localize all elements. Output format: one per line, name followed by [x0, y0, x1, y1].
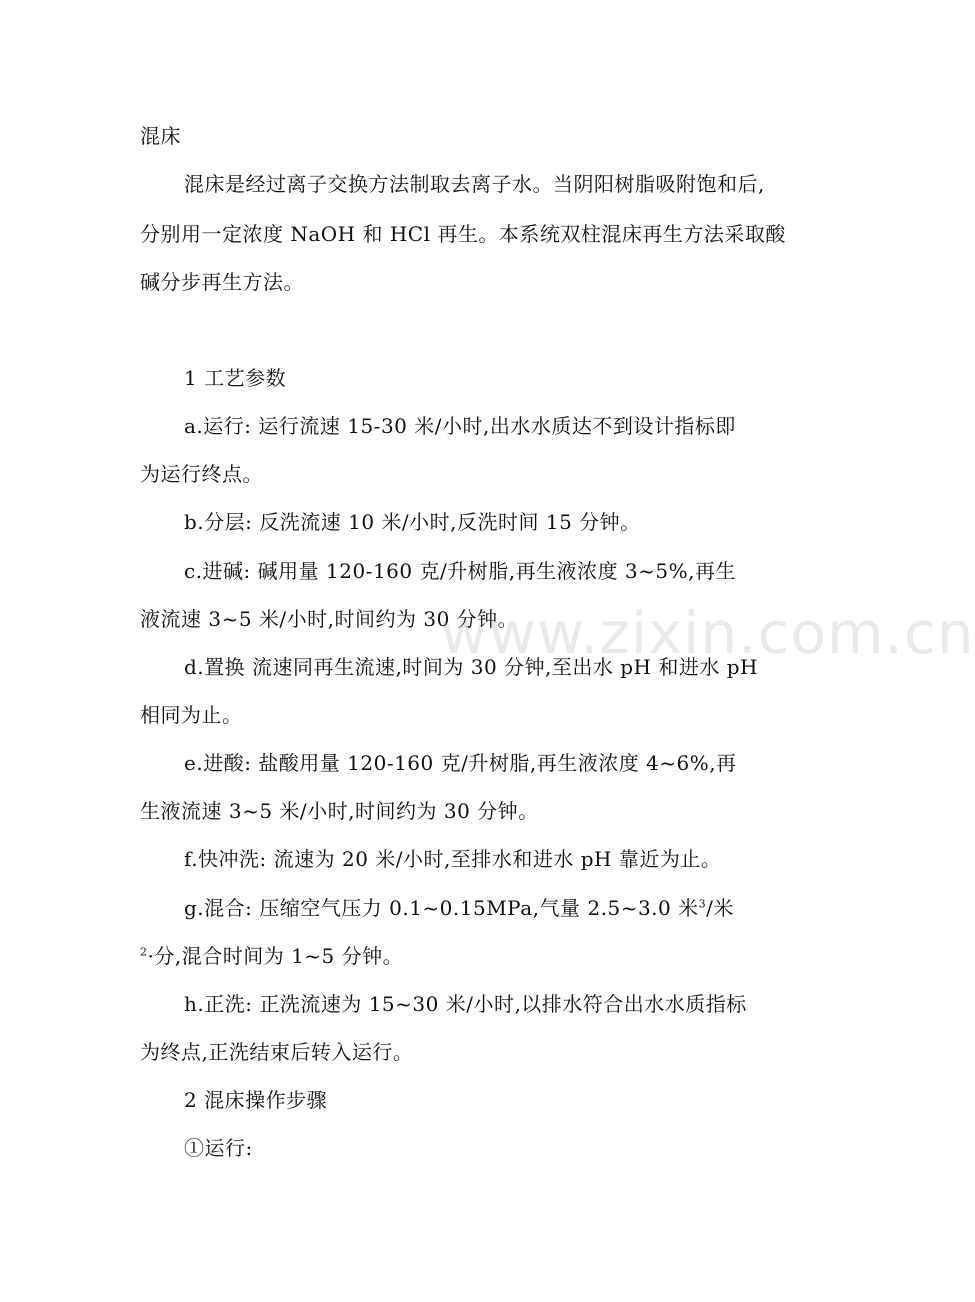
param-e-line-2: 生液流速 3~5 米/小时,时间约为 30 分钟。: [140, 799, 539, 823]
param-g-line-1-unit: /米: [706, 896, 734, 920]
intro-line-3: 碱分步再生方法。: [140, 270, 304, 294]
cubic-superscript: 3: [698, 897, 707, 911]
param-g-line-2-text: ·分,混合时间为 1~5 分钟。: [147, 944, 404, 968]
param-a-line-1: a.运行: 运行流速 15-30 米/小时,出水水质达不到设计指标即: [184, 414, 736, 438]
document-title: 混床: [140, 124, 181, 148]
param-d-line-1: d.置换 流速同再生流速,时间为 30 分钟,至出水 pH 和进水 pH: [184, 655, 758, 679]
param-e-line-1: e.进酸: 盐酸用量 120-160 克/升树脂,再生液浓度 4~6%,再: [184, 751, 737, 775]
param-d-line-2: 相同为止。: [140, 703, 243, 727]
step-1-label: ①运行:: [184, 1136, 253, 1160]
param-g-line-1: [184, 896, 734, 920]
intro-line-2: 分别用一定浓度 NaOH 和 HCl 再生。本系统双柱混床再生方法采取酸: [140, 222, 786, 246]
param-g-line-1-text: g.混合: 压缩空气压力 0.1~0.15MPa,气量 2.5~3.0 米: [184, 896, 699, 920]
param-g-line-2: [140, 944, 403, 968]
param-b-line-1: b.分层: 反洗流速 10 米/小时,反洗时间 15 分钟。: [184, 510, 641, 534]
square-superscript: 2: [140, 945, 148, 959]
param-f-line-1: f.快冲洗: 流速为 20 米/小时,至排水和进水 pH 靠近为止。: [184, 847, 722, 871]
intro-line-1: 混床是经过离子交换方法制取去离子水。当阴阳树脂吸附饱和后,: [184, 172, 765, 196]
param-h-line-1: h.正洗: 正洗流速为 15~30 米/小时,以排水符合出水水质指标: [184, 992, 747, 1016]
param-c-line-2: 液流速 3~5 米/小时,时间约为 30 分钟。: [140, 607, 519, 631]
param-h-line-2: 为终点,正洗结束后转入运行。: [140, 1040, 414, 1064]
param-a-line-2: 为运行终点。: [140, 462, 263, 486]
param-c-line-1: c.进碱: 碱用量 120-160 克/升树脂,再生液浓度 3~5%,再生: [184, 559, 736, 583]
watermark: www.zixin.com.cn: [440, 599, 975, 667]
section-2-heading: 2 混床操作步骤: [184, 1088, 328, 1112]
section-1-heading: 1 工艺参数: [184, 366, 287, 390]
